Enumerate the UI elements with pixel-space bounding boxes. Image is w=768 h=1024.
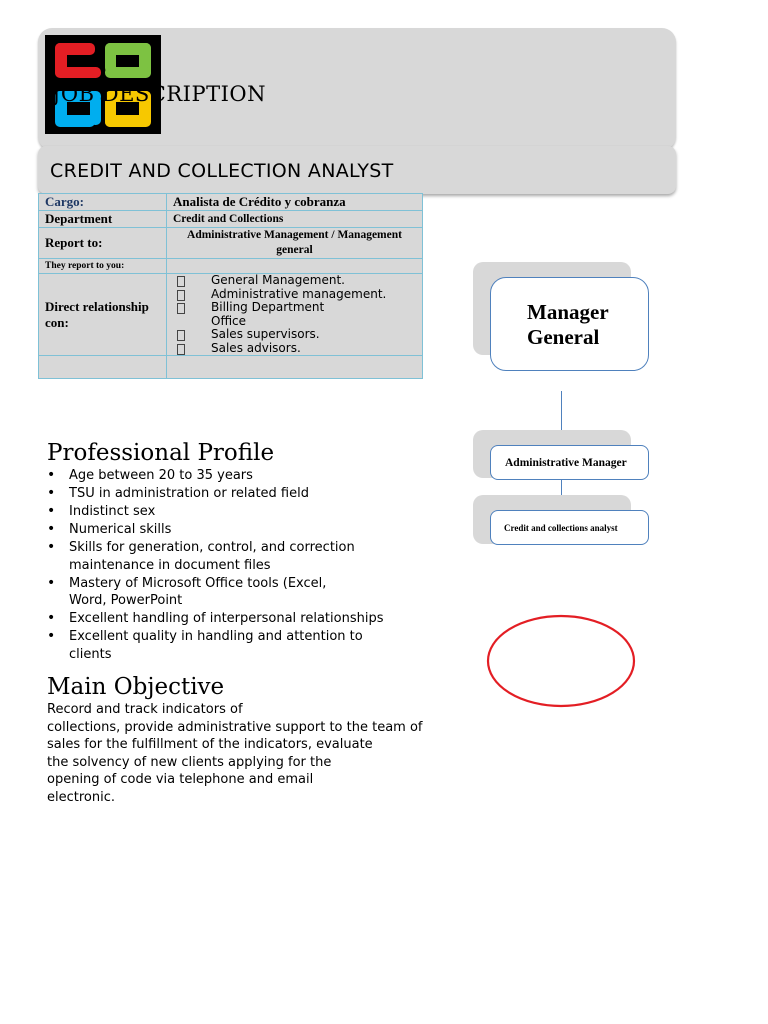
bullet-icon: • bbox=[47, 521, 56, 537]
checkbox-glyph-icon bbox=[177, 344, 185, 355]
bullet-icon: • bbox=[47, 503, 56, 519]
table-row bbox=[39, 211, 423, 228]
job-title: CREDIT AND COLLECTION ANALYST bbox=[50, 160, 394, 182]
job-info-table bbox=[38, 193, 423, 379]
checkbox-glyph-icon bbox=[177, 290, 185, 301]
table-row bbox=[39, 194, 423, 211]
list-item: • Age between 20 to 35 years bbox=[47, 467, 253, 483]
red-ellipse-highlight bbox=[484, 614, 638, 710]
list-item: • Excellent quality in handling and attention to clients bbox=[47, 628, 363, 662]
text-line: Record and track indicators of bbox=[47, 702, 243, 717]
direct-relationship-list-cell bbox=[167, 274, 423, 356]
professional-profile-heading: Professional Profile bbox=[47, 440, 275, 466]
list-item: • Excellent handling of interpersonal relationships bbox=[47, 610, 384, 626]
bullet-icon: • bbox=[47, 628, 56, 644]
org-node-administrative-manager: Administrative Manager bbox=[490, 445, 649, 480]
direct-relationship-list bbox=[173, 274, 416, 355]
bullet-icon: • bbox=[47, 610, 56, 626]
list-item: Sales supervisors. bbox=[173, 328, 416, 342]
bullet-icon: • bbox=[47, 574, 56, 591]
list-item: • Numerical skills bbox=[47, 521, 172, 537]
list-item: • TSU in administration or related field bbox=[47, 485, 309, 501]
empty-cell bbox=[39, 356, 167, 379]
they-report-label: They report to you: bbox=[39, 259, 167, 274]
cargo-label: Cargo: bbox=[39, 194, 167, 211]
bullet-icon: • bbox=[47, 539, 56, 555]
department-label: Department bbox=[39, 211, 167, 228]
list-item: Office bbox=[211, 313, 247, 328]
org-connector-line bbox=[561, 480, 562, 496]
list-item: Billing Department bbox=[173, 301, 416, 315]
text-line: sales for the fulfillment of the indicators, evaluate bbox=[47, 737, 373, 753]
list-item: • Skills for generation, control, and correction maintenance in document files bbox=[47, 539, 355, 573]
checkbox-glyph-icon bbox=[177, 330, 185, 341]
list-item: • Mastery of Microsoft Office tools (Excel, Word, PowerPoint bbox=[47, 574, 327, 608]
text-line: electronic. bbox=[47, 789, 115, 805]
department-value: Credit and Collections bbox=[167, 211, 423, 228]
bullet-icon: • bbox=[47, 485, 56, 501]
text-line: the solvency of new clients applying for the bbox=[47, 754, 332, 770]
list-item: Administrative management. bbox=[173, 288, 416, 302]
org-connector-line bbox=[561, 391, 562, 431]
org-node-manager-general: Manager General bbox=[490, 277, 649, 371]
checkbox-glyph-icon bbox=[177, 303, 185, 314]
report-label: Report to: bbox=[39, 228, 167, 259]
report-value: Administrative Management / Management general bbox=[167, 228, 423, 259]
main-objective-text bbox=[47, 701, 423, 807]
empty-cell bbox=[167, 356, 423, 379]
table-row bbox=[39, 259, 423, 274]
text-line: opening of code via telephone and email bbox=[47, 772, 314, 788]
table-row bbox=[39, 228, 423, 259]
document-title: JOB DESCRIPTION bbox=[52, 82, 266, 106]
text-line: collections, provide administrative support to the team of bbox=[47, 719, 423, 735]
main-objective-heading: Main Objective bbox=[47, 674, 225, 700]
list-item: Sales advisors. bbox=[173, 342, 416, 356]
checkbox-glyph-icon bbox=[177, 276, 185, 287]
cargo-value: Analista de Crédito y cobranza bbox=[167, 194, 423, 211]
table-row bbox=[39, 356, 423, 379]
direct-relationship-label: Direct relationship con: bbox=[39, 274, 167, 356]
bullet-icon: • bbox=[47, 467, 56, 483]
professional-profile-list bbox=[47, 467, 407, 664]
org-node-credit-analyst: Credit and collections analyst bbox=[490, 510, 649, 545]
table-row bbox=[39, 274, 423, 356]
they-report-value bbox=[167, 259, 423, 274]
list-item: • Indistinct sex bbox=[47, 503, 156, 519]
list-item: General Management. bbox=[173, 274, 416, 288]
